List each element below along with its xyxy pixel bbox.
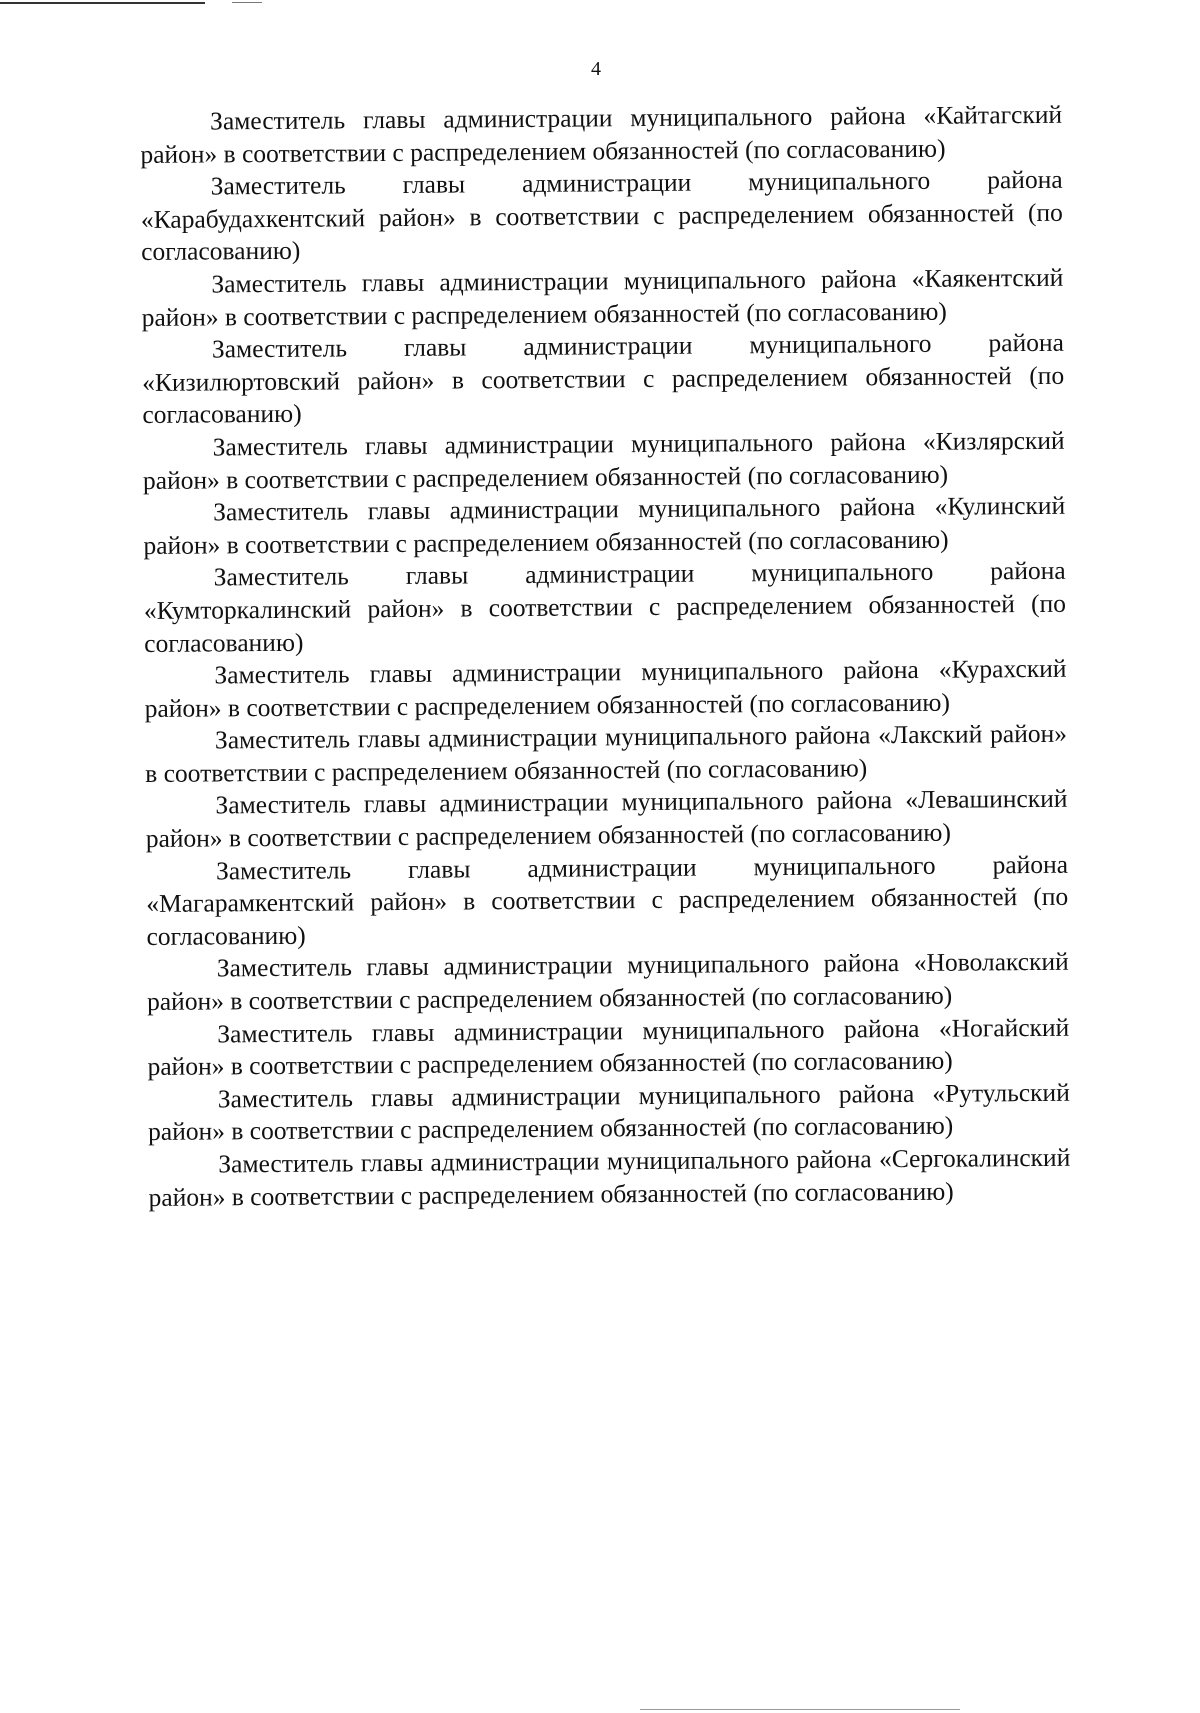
list-item — [147, 946, 1069, 1018]
entry-text: Заместитель главы администрации муниципального района «Кизилюртовский район» в соответствии с распределением обязанностей (по согласованию) — [142, 327, 1065, 430]
list-item — [145, 783, 1067, 855]
list-item — [141, 164, 1064, 269]
entry-text: Заместитель главы администрации муниципального района «Новолакский район» в соответствии с распределением обязанностей (по согласованию) — [146, 947, 1069, 1017]
list-item — [148, 1077, 1070, 1149]
document-body — [140, 99, 1071, 1214]
list-item — [141, 262, 1063, 334]
entry-text: Заместитель главы администрации муниципального района «Каякентский район» в соответствии с распределением обязанностей (по согласованию) — [141, 262, 1064, 332]
list-item — [147, 1011, 1069, 1083]
list-item — [144, 653, 1066, 725]
list-item — [148, 1142, 1070, 1214]
entry-text: Заместитель главы администрации муниципального района «Лакский район» в соответствии с распределением обязанностей (по согласованию) — [145, 719, 1068, 788]
entry-text: Заместитель главы администрации муниципального района «Сергокалинский район» в соответствии с распределением обязанностей (по согласованию) — [148, 1142, 1071, 1212]
scan-artifact-line — [232, 2, 262, 3]
list-item — [140, 99, 1062, 171]
list-item — [143, 425, 1065, 497]
list-item — [144, 555, 1067, 660]
list-item — [142, 327, 1065, 432]
scan-artifact-line — [0, 2, 205, 4]
page-number: 4 — [591, 58, 601, 80]
entry-text: Заместитель главы администрации муниципального района «Карабудахкентский район» в соответствии с распределением обязанностей (по согласованию) — [140, 164, 1063, 267]
entry-text: Заместитель главы администрации муниципального района «Кулинский район» в соответствии с распределением обязанностей (по согласованию) — [143, 490, 1066, 560]
entry-text: Заместитель главы администрации муниципального района «Магарамкентский район» в соответствии с распределением обязанностей (по согласованию) — [146, 849, 1069, 951]
list-item — [143, 490, 1065, 562]
entry-text: Заместитель главы администрации муниципального района «Кумторкалинский район» в соответствии с распределением обязанностей (по согласованию) — [143, 556, 1067, 658]
scan-artifact-line — [640, 1709, 960, 1710]
entry-text: Заместитель главы администрации муниципального района «Кайтагский район» в соответствии с распределением обязанностей (по согласованию) — [140, 99, 1063, 169]
entry-text: Заместитель главы администрации муниципального района «Кизлярский район» в соответствии с распределением обязанностей (по согласованию) — [142, 425, 1065, 495]
entry-text: Заместитель главы администрации муниципального района «Левашинский район» в соответствии с распределением обязанностей (по согласованию) — [145, 784, 1068, 854]
list-item — [146, 848, 1069, 953]
list-item — [145, 718, 1067, 790]
entry-text: Заместитель главы администрации муниципального района «Рутульский район» в соответствии с распределением обязанностей (по согласованию) — [147, 1077, 1070, 1147]
entry-text: Заместитель главы администрации муниципального района «Ногайский район» в соответствии с распределением обязанностей (по согласованию) — [147, 1012, 1070, 1082]
entry-text: Заместитель главы администрации муниципального района «Курахский район» в соответствии с распределением обязанностей (по согласованию) — [144, 653, 1067, 723]
